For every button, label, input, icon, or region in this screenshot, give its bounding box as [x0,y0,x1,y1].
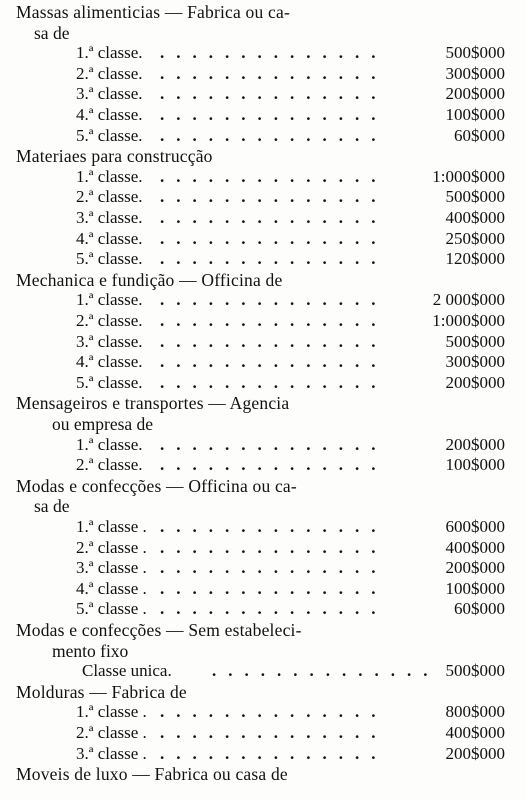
section-heading: Molduras — Fabrica de [16,681,187,702]
dot-leader: .............. [160,208,388,227]
tariff-row [0,64,525,84]
section-heading: Massas alimenticias — Fabrica ou ca- [16,2,290,22]
dot-leader: .............. [160,166,388,186]
dot-leader: .............. [160,723,388,742]
amount-value: 2 000$000 [432,290,505,310]
class-label: 3.ª classe. [76,84,143,104]
tariff-row [0,661,525,681]
tariff-row [0,723,525,743]
tariff-row [0,435,525,455]
class-label: 1.ª classe. [76,43,143,63]
amount-value: 200$000 [445,372,505,392]
dot-leader: .............. [160,249,388,269]
section-heading-continuation: mento fixo [52,640,129,661]
class-label: 5.ª classe . [76,599,147,619]
class-label: 2.ª classe. [76,63,143,83]
dot-leader: .............. [160,84,388,104]
amount-value: 100$000 [445,578,505,598]
class-label: 3.ª classe. [76,331,143,351]
dot-leader: .............. [160,578,388,598]
dot-leader: .............. [160,228,388,248]
amount-value: 800$000 [445,702,505,722]
tariff-row [0,373,525,393]
class-label: 4.ª classe. [76,105,143,124]
amount-value: 500$000 [445,187,505,207]
amount-value: 300$000 [445,63,505,83]
dot-leader: .............. [160,558,388,578]
tariff-row [0,229,525,249]
tariff-row [0,43,525,63]
tariff-row [0,290,525,310]
amount-value: 300$000 [445,352,505,372]
section-heading: Materiaes para construcção [16,146,213,167]
class-label: 2.ª classe. [76,455,143,475]
dot-leader: .............. [160,517,388,536]
dot-leader: .............. [212,661,440,681]
amount-value: 500$000 [445,331,505,351]
class-label: 2.ª classe . [76,537,147,557]
dot-leader: .............. [160,311,388,330]
section-heading: Mensageiros e transportes — Agencia [16,393,290,414]
amount-value: 200$000 [445,743,505,763]
section-heading-continuation: sa de [34,22,70,43]
class-label: 5.ª classe. [76,372,143,392]
class-label: 5.ª classe. [76,125,143,145]
dot-leader: .............. [160,331,388,351]
tariff-row [0,579,525,599]
dot-leader: .............. [160,743,388,763]
class-label: 5.ª classe. [76,249,143,269]
amount-value: 600$000 [445,517,505,536]
class-label: 4.ª classe. [76,228,143,248]
dot-leader: .............. [160,702,388,722]
dot-leader: .............. [160,43,388,63]
section-heading-continuation: ou empresa de [52,414,154,434]
amount-value: 120$000 [445,249,505,269]
tariff-row [0,538,525,558]
dot-leader: .............. [160,537,388,557]
tariff-row [0,187,525,207]
tariff-row [0,249,525,269]
section-heading: Modas e confecções — Officina ou ca- [16,475,297,496]
dot-leader: .............. [160,352,388,372]
tariff-row [0,126,525,146]
amount-value: 200$000 [445,84,505,104]
amount-value: 400$000 [445,723,505,742]
amount-value: 400$000 [445,537,505,557]
class-label: 2.ª classe. [76,311,143,330]
tariff-row [0,558,525,578]
amount-value: 1:000$000 [432,311,505,330]
tariff-row [0,517,525,537]
class-label: 2.ª classe . [76,723,147,742]
tariff-row [0,105,525,125]
amount-value: 200$000 [445,434,505,454]
amount-value: 400$000 [445,208,505,227]
class-label: 4.ª classe. [76,352,143,372]
class-label: 1.ª classe. [76,434,143,454]
class-label: 1.ª classe . [76,517,147,536]
tariff-row [0,167,525,187]
amount-value: 1:000$000 [432,166,505,186]
class-label: 3.ª classe . [76,743,147,763]
tariff-row [0,352,525,372]
dot-leader: .............. [160,372,388,392]
tariff-row [0,84,525,104]
dot-leader: .............. [160,434,388,454]
tariff-row [0,455,525,475]
section-heading-continuation: sa de [34,496,70,517]
amount-value: 60$000 [454,125,505,145]
dot-leader: .............. [160,63,388,83]
tariff-row [0,311,525,331]
amount-value: 60$000 [454,599,505,619]
class-label: Classe unica. [82,661,172,681]
tariff-row [0,332,525,352]
class-label: 1.ª classe. [76,166,143,186]
tariff-row [0,208,525,228]
tariff-row [0,744,525,764]
amount-value: 100$000 [445,455,505,475]
amount-value: 100$000 [445,105,505,124]
class-label: 4.ª classe . [76,578,147,598]
tariff-row [0,702,525,722]
dot-leader: .............. [160,290,388,310]
dot-leader: .............. [160,455,388,475]
class-label: 3.ª classe . [76,558,147,578]
amount-value: 500$000 [445,43,505,63]
dot-leader: .............. [160,105,388,124]
amount-value: 250$000 [445,228,505,248]
dot-leader: .............. [160,125,388,145]
dot-leader: .............. [160,187,388,207]
section-heading: Moveis de luxo — Fabrica ou casa de [16,764,288,785]
section-heading: Mechanica e fundição — Officina de [16,269,283,290]
amount-value: 500$000 [445,661,505,681]
dot-leader: .............. [160,599,388,619]
class-label: 3.ª classe. [76,208,143,227]
class-label: 1.ª classe . [76,702,147,722]
class-label: 1.ª classe. [76,290,143,310]
tariff-row [0,599,525,619]
amount-value: 200$000 [445,558,505,578]
class-label: 2.ª classe. [76,187,143,207]
section-heading: Modas e confecções — Sem estabeleci- [16,620,302,640]
